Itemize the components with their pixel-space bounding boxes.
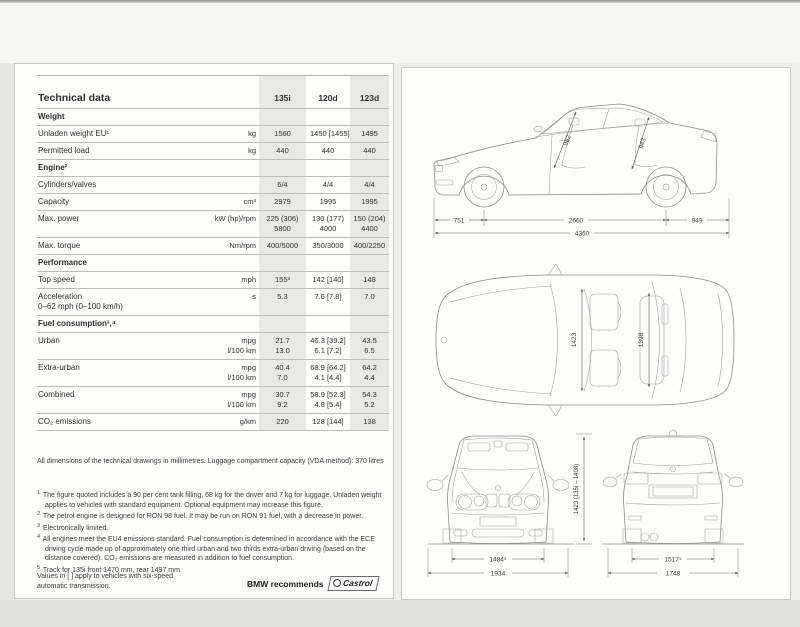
footnote-item: [37, 489, 391, 510]
section-row: [37, 316, 389, 333]
section-header: Performance: [38, 258, 87, 267]
dimensions-note: All dimensions of the technical drawings in millimetres. Luggage compartment capacity (VDA method): 370 litres: [37, 458, 384, 465]
spec-value-123d: 43.5 6.5: [350, 333, 389, 359]
section-row: [37, 160, 389, 177]
section-unit: [194, 160, 256, 176]
footnote-item: [37, 533, 391, 564]
spec-value-123d: 64.2 4.4: [350, 360, 389, 386]
spec-value-135i: 1560: [259, 126, 306, 142]
footnote-marker: 3: [37, 522, 41, 529]
page-background-right: [791, 63, 800, 600]
spec-value-123d: 150 (204) 4400: [350, 211, 389, 237]
spec-unit: kg: [248, 129, 256, 138]
spec-value-120d: 142 [140]: [312, 275, 344, 284]
spec-value-120d: 58.9 [52.3] 4.8 [5.4]: [310, 390, 346, 409]
section-band-123d: [350, 255, 389, 271]
footnote-text: The petrol engine is designed for RON 98 fuel. It may be run on RON 91 fuel, with a decrease in power.: [41, 513, 364, 520]
section-header: Weight: [38, 112, 65, 121]
spec-value-135i: 225 (306) 5800: [259, 211, 306, 237]
spec-row: [37, 143, 389, 160]
dim-wheelbase: 2660: [568, 217, 584, 225]
spec-value-123d: 1995: [350, 194, 389, 210]
spec-value-120d: 350/3000: [312, 241, 344, 250]
section-band-123d: [350, 109, 389, 125]
spec-value-135i: 2979: [259, 194, 306, 210]
spec-row: [37, 360, 389, 387]
spec-label: Capacity: [38, 197, 70, 206]
spec-label: Urban: [38, 336, 60, 345]
spec-row: [37, 177, 389, 194]
footnote-marker: 5: [37, 564, 41, 571]
spec-value-120d: 68.9 [64.2] 4.1 [4.4]: [310, 363, 346, 382]
spec-unit: g/km: [239, 417, 256, 426]
spec-unit: kg: [248, 146, 256, 155]
spec-value-120d: 128 [144]: [312, 417, 344, 426]
technical-data-panel: [14, 63, 394, 599]
spec-table-body: [37, 109, 389, 431]
dim-headroom-rear: 943: [637, 137, 648, 150]
spec-label: Combined: [38, 390, 75, 399]
spec-value-123d: 7.0: [350, 289, 389, 315]
spec-value-135i: 5.3: [259, 289, 306, 315]
dim-rear-overhang: 949: [691, 217, 703, 225]
footnote-text: The figure quoted includes a 90 per cent tank filling, 68 kg for the driver and 7 kg for luggage. Unladen weight applies to vehicles with standard equipment. Optional equipment may increase this figure.: [41, 492, 382, 509]
spec-label: Max. power: [38, 214, 80, 223]
spec-value-123d: 54.3 5.2: [350, 387, 389, 413]
spec-unit: mpg l/100 km: [227, 336, 256, 355]
dim-rear-track: 1517⁵: [664, 556, 682, 564]
section-unit: [194, 316, 256, 332]
spec-value-120d: 46.3 [39.2] 6.1 [7.2]: [310, 336, 346, 355]
column-header-120d: 120d: [318, 93, 338, 103]
spec-unit: s: [252, 292, 256, 301]
column-header-123d: 123d: [350, 76, 389, 108]
page-background-top: [0, 3, 800, 63]
footnote-text: All engines meet the EU4 emissions standard. Fuel consumption is determined in accordance with the ECE driving cycle made up of approximately one third urban and two thirds extra-urban driving (based on the distance covered). CO₂ emissions are measured in addition to fuel consumption.: [41, 536, 375, 562]
dim-front-overhang: 751: [453, 217, 465, 225]
dim-length: 4360: [574, 230, 590, 238]
spec-unit: mph: [241, 275, 256, 284]
footnote-marker: 4: [37, 534, 41, 540]
section-band-135i: [259, 109, 306, 125]
spec-value-135i: 21.7 13.0: [259, 333, 306, 359]
spec-label: Top speed: [38, 275, 75, 284]
section-band-120d: [310, 255, 346, 271]
spec-table-header-row: [37, 76, 389, 109]
spec-value-135i: 440: [259, 143, 306, 159]
dim-front-track: 1484⁵: [489, 556, 507, 564]
spec-value-135i: 400/5000: [259, 238, 306, 254]
footnote-marker: 1: [37, 490, 41, 496]
dim-rear-width: 1748: [665, 570, 681, 578]
section-band-123d: [350, 316, 389, 332]
spec-value-123d: 1495: [350, 126, 389, 142]
bmw-recommends: [247, 576, 378, 591]
spec-label: Acceleration 0–62 mph (0–100 km/h): [38, 292, 123, 311]
castrol-ring-icon: [333, 579, 341, 587]
footnotes-list: [37, 489, 391, 575]
spec-label: Extra-urban: [38, 363, 80, 372]
section-band-135i: [259, 255, 306, 271]
footnote-item: [37, 510, 391, 522]
spec-value-123d: 4/4: [350, 177, 389, 193]
spec-value-120d: 7.6 [7.8]: [314, 292, 342, 301]
spec-unit: [194, 177, 256, 193]
automatic-transmission-note: Values in [ ] apply to vehicles with six-speed automatic transmission.: [37, 573, 174, 590]
spec-label: CO₂ emissions: [38, 417, 91, 426]
spec-row: [37, 289, 389, 316]
dim-front-width: 1934: [490, 570, 506, 578]
spec-value-135i: 155³: [259, 272, 306, 288]
spec-value-120d: 1995: [319, 197, 337, 206]
scanner-background-bottom: [0, 600, 800, 627]
spec-unit: Nm/rpm: [229, 241, 256, 250]
spec-value-120d: 1450 [1455]: [310, 129, 350, 138]
spec-unit: cm³: [243, 197, 256, 206]
spec-label: Cylinders/valves: [38, 180, 97, 189]
section-row: [37, 255, 389, 272]
spec-value-135i: 6/4: [259, 177, 306, 193]
section-unit: [194, 255, 256, 271]
spec-row: [37, 333, 389, 360]
column-header-135i: 135i: [259, 76, 306, 108]
section-band-135i: [259, 160, 306, 176]
spec-label: Max. torque: [38, 241, 81, 250]
spec-unit: kW (hp)/rpm: [214, 214, 256, 223]
bmw-recommends-label: BMW recommends: [247, 578, 324, 589]
spec-value-120d: 130 (177) 4000: [311, 214, 345, 233]
dim-interior-width-front: 1423: [571, 332, 578, 348]
castrol-wordmark: Castrol: [341, 578, 373, 588]
spec-row: [37, 414, 389, 431]
spec-value-123d: 440: [350, 143, 389, 159]
footnote-marker: 2: [37, 511, 41, 517]
spec-row: [37, 194, 389, 211]
spec-value-135i: 220: [259, 414, 306, 430]
section-row: [37, 109, 389, 126]
section-band-120d: [310, 160, 346, 176]
rear-view-drawing: [602, 430, 744, 578]
dim-headroom-front: 962: [562, 134, 573, 147]
spec-label: Unladen weight EU¹: [38, 129, 110, 138]
top-view-drawing: [436, 264, 734, 416]
spec-table: [37, 75, 389, 431]
spec-value-120d: 4/4: [322, 180, 334, 189]
technical-drawings: [402, 68, 790, 599]
scanner-background-left: [0, 63, 14, 600]
section-band-123d: [350, 160, 389, 176]
spec-row: [37, 387, 389, 414]
front-view-drawing: [427, 434, 592, 578]
footnote-item: [37, 522, 391, 534]
section-header: Engine²: [38, 163, 68, 172]
spec-row: [37, 238, 389, 255]
footnote-text: Track for 135i front 1470 mm, rear 1497 mm.: [41, 566, 182, 574]
spec-label: Permitted load: [38, 146, 90, 155]
spec-value-120d: 440: [321, 146, 335, 155]
section-unit: [194, 109, 256, 125]
footnote-text: Electronically limited.: [41, 524, 109, 532]
spec-value-135i: 40.4 7.0: [259, 360, 306, 386]
side-view-drawing: [434, 104, 729, 238]
table-title: Technical data: [38, 92, 111, 104]
technical-drawings-panel: [401, 67, 791, 600]
spec-row: [37, 126, 389, 143]
castrol-logo: [327, 576, 379, 591]
unit-column-header: [194, 76, 256, 108]
section-band-120d: [310, 316, 346, 332]
dim-height: 1423 (135i – 1408): [574, 463, 580, 515]
section-header: Fuel consumption³,⁴: [38, 319, 116, 328]
spec-row: [37, 211, 389, 238]
section-band-135i: [259, 316, 306, 332]
spec-unit: mpg l/100 km: [227, 363, 256, 382]
section-band-120d: [310, 109, 346, 125]
spec-row: [37, 272, 389, 289]
spec-unit: mpg l/100 km: [227, 390, 256, 409]
dim-interior-width-rear: 1398: [638, 332, 645, 348]
spec-value-123d: 400/2250: [350, 238, 389, 254]
spec-value-135i: 30.7 9.2: [259, 387, 306, 413]
spec-value-123d: 148: [350, 272, 389, 288]
spec-value-123d: 138: [350, 414, 389, 430]
